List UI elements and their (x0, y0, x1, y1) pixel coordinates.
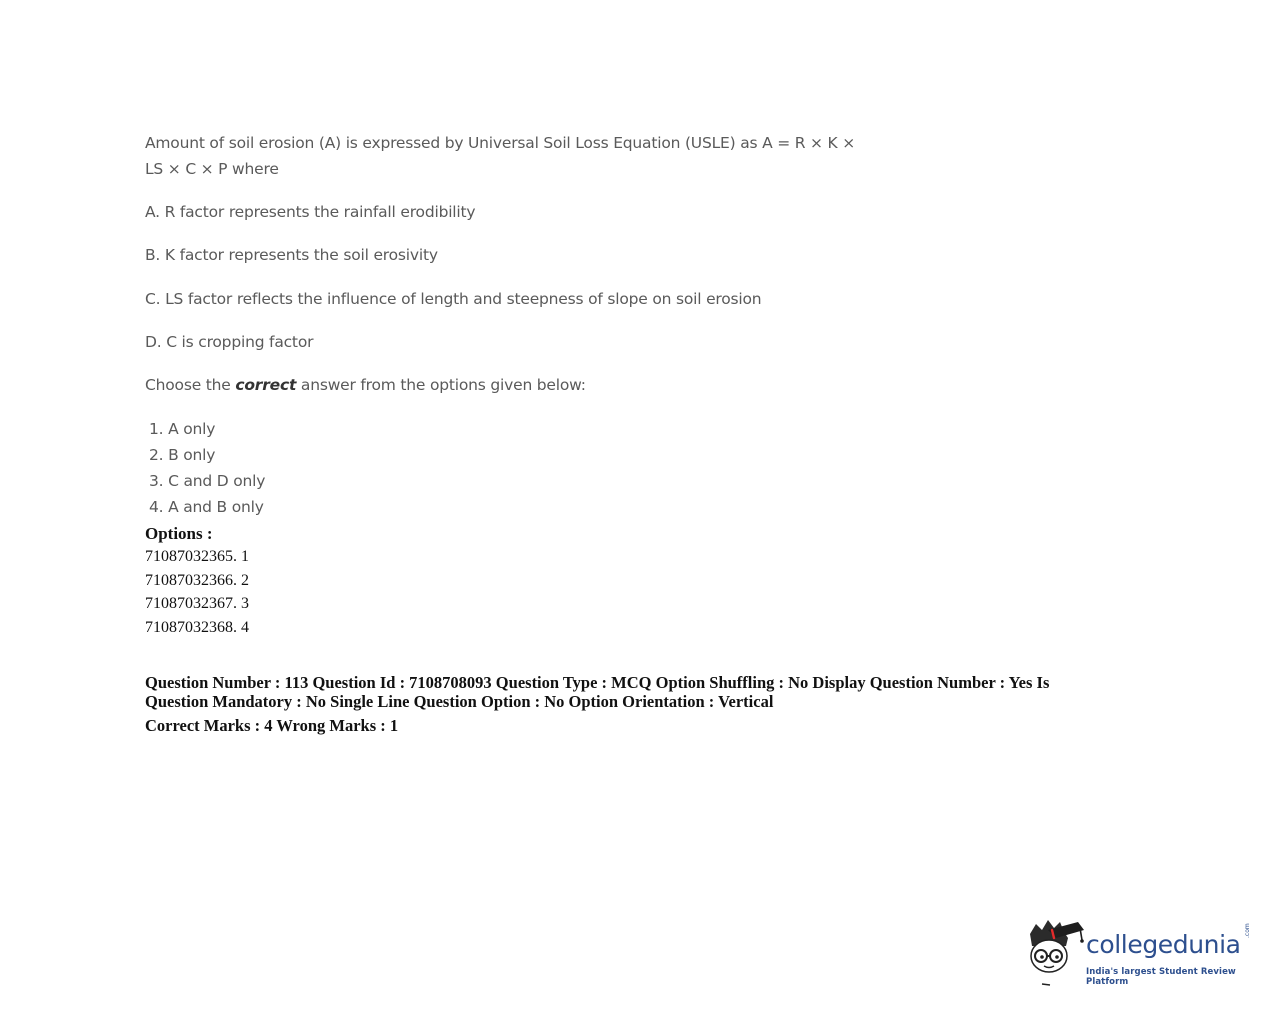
logo-tagline: India's largest Student Review Platform (1086, 967, 1236, 987)
collegedunia-logo (1022, 916, 1262, 992)
question-meta-line-1: Question Number : 113 Question Id : 7108708093 Question Type : MCQ Option Shuffling : No Display Question Number : Yes Is (145, 673, 1050, 692)
statement-a: A. R factor represents the rainfall erodibility (145, 203, 476, 221)
option-item-1: 71087032365. 1 (145, 548, 249, 565)
instruction-suffix: answer from the options given below: (296, 376, 586, 394)
instruction (145, 376, 586, 394)
options-heading: Options : (145, 524, 213, 543)
logo-brand-name: collegedunia (1086, 930, 1241, 959)
option-item-3: 71087032367. 3 (145, 595, 249, 612)
question-stem-line-2: LS × C × P where (145, 160, 279, 178)
statement-c: C. LS factor reflects the influence of length and steepness of slope on soil erosion (145, 290, 762, 308)
option-item-2: 71087032366. 2 (145, 572, 249, 589)
question-stem-line-1: Amount of soil erosion (A) is expressed by Universal Soil Loss Equation (USLE) as A = R × K × (145, 134, 856, 152)
student-mascot-icon (1022, 916, 1086, 992)
instruction-prefix: Choose the (145, 376, 236, 394)
instruction-emphasis: correct (235, 376, 297, 394)
choice-2: 2. B only (149, 446, 216, 464)
choice-1: 1. A only (149, 420, 216, 438)
option-item-4: 71087032368. 4 (145, 619, 249, 636)
marks-line: Correct Marks : 4 Wrong Marks : 1 (145, 716, 399, 735)
logo-dotcom: .com (1244, 923, 1251, 938)
question-meta-line-2: Question Mandatory : No Single Line Question Option : No Option Orientation : Vertical (145, 692, 774, 711)
statement-d: D. C is cropping factor (145, 333, 314, 351)
choice-3: 3. C and D only (149, 472, 266, 490)
choice-4: 4. A and B only (149, 498, 264, 516)
statement-b: B. K factor represents the soil erosivity (145, 246, 438, 264)
